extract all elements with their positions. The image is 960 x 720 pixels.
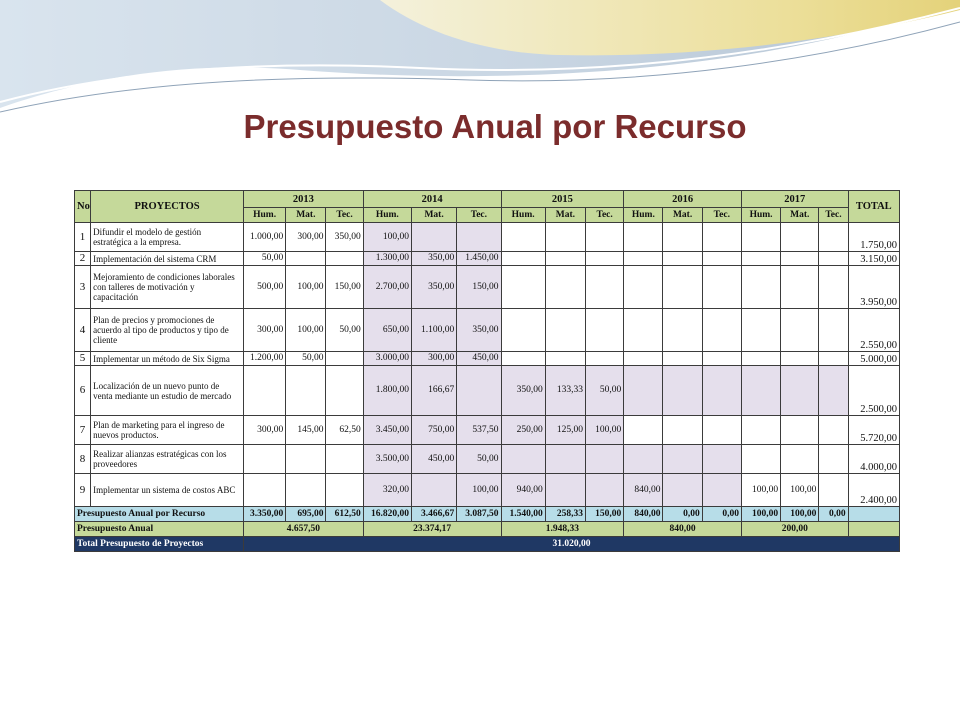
- budget-cell: [286, 366, 326, 416]
- budget-cell: [702, 474, 741, 507]
- decorative-wave-banner: [0, 0, 960, 120]
- recurso-summary-cell: 3.350,00: [243, 507, 285, 522]
- budget-cell: [286, 474, 326, 507]
- budget-cell: 100,00: [741, 474, 780, 507]
- budget-cell: [819, 266, 848, 309]
- budget-cell: 350,00: [326, 223, 363, 252]
- table-row: [75, 416, 900, 445]
- budget-cell: 133,33: [545, 366, 585, 416]
- budget-cell: [663, 366, 702, 416]
- recurso-summary-cell: 3.466,67: [411, 507, 456, 522]
- project-name: Plan de marketing para el ingreso de nuevos productos.: [91, 416, 244, 445]
- budget-cell: [545, 252, 585, 266]
- budget-cell: 3.500,00: [363, 445, 411, 474]
- project-name: Implementar un método de Six Sigma: [91, 352, 244, 366]
- budget-cell: [781, 352, 819, 366]
- grand-total-value: 31.020,00: [243, 537, 899, 552]
- budget-cell: [286, 252, 326, 266]
- subheader-tec-2016: Tec.: [702, 208, 741, 223]
- subheader-hum-2017: Hum.: [741, 208, 780, 223]
- row-number: 1: [75, 223, 91, 252]
- recurso-summary-row: [75, 507, 900, 522]
- subheader-mat-2014: Mat.: [411, 208, 456, 223]
- budget-cell: 50,00: [243, 252, 285, 266]
- budget-cell: [586, 252, 624, 266]
- budget-cell: [702, 223, 741, 252]
- table-row: [75, 266, 900, 309]
- subheader-tec-2014: Tec.: [457, 208, 501, 223]
- budget-cell: [624, 352, 663, 366]
- budget-cell: [501, 252, 545, 266]
- budget-cell: [326, 252, 363, 266]
- budget-cell: [741, 252, 780, 266]
- budget-cell: [741, 416, 780, 445]
- budget-cell: 300,00: [243, 416, 285, 445]
- budget-cell: [702, 309, 741, 352]
- header-year-2014: 2014: [363, 191, 501, 208]
- budget-cell: 300,00: [411, 352, 456, 366]
- budget-cell: [586, 352, 624, 366]
- budget-cell: 320,00: [363, 474, 411, 507]
- subheader-hum-2015: Hum.: [501, 208, 545, 223]
- budget-cell: [741, 366, 780, 416]
- budget-cell: [545, 474, 585, 507]
- budget-cell: [586, 445, 624, 474]
- table-row: [75, 309, 900, 352]
- subheader-mat-2016: Mat.: [663, 208, 702, 223]
- row-number: 7: [75, 416, 91, 445]
- budget-cell: [741, 352, 780, 366]
- row-total: 3.150,00: [848, 252, 899, 266]
- budget-cell: 166,67: [411, 366, 456, 416]
- table-row: [75, 445, 900, 474]
- budget-cell: [586, 266, 624, 309]
- budget-cell: [663, 266, 702, 309]
- budget-cell: [586, 309, 624, 352]
- project-name: Implementar un sistema de costos ABC: [91, 474, 244, 507]
- budget-cell: 300,00: [286, 223, 326, 252]
- budget-cell: [286, 445, 326, 474]
- recurso-summary-cell: 0,00: [819, 507, 848, 522]
- subheader-mat-2013: Mat.: [286, 208, 326, 223]
- budget-cell: 100,00: [286, 266, 326, 309]
- budget-cell: [819, 366, 848, 416]
- budget-cell: [702, 366, 741, 416]
- budget-cell: [411, 223, 456, 252]
- budget-cell: [781, 223, 819, 252]
- budget-cell: [819, 445, 848, 474]
- subheader-tec-2015: Tec.: [586, 208, 624, 223]
- budget-cell: [702, 252, 741, 266]
- budget-table: [74, 190, 900, 552]
- header-proyectos: PROYECTOS: [91, 191, 244, 223]
- annual-summary-value: 840,00: [624, 522, 742, 537]
- budget-cell: [501, 223, 545, 252]
- budget-cell: 3.000,00: [363, 352, 411, 366]
- budget-cell: 350,00: [411, 266, 456, 309]
- budget-cell: [663, 223, 702, 252]
- budget-cell: 350,00: [501, 366, 545, 416]
- header-no: No: [75, 191, 91, 223]
- grand-total-row: [75, 537, 900, 552]
- budget-cell: [781, 266, 819, 309]
- budget-cell: 750,00: [411, 416, 456, 445]
- table-row: [75, 474, 900, 507]
- subheader-mat-2017: Mat.: [781, 208, 819, 223]
- budget-cell: [326, 352, 363, 366]
- budget-cell: 125,00: [545, 416, 585, 445]
- budget-cell: [702, 445, 741, 474]
- budget-cell: [741, 445, 780, 474]
- table-row: [75, 352, 900, 366]
- row-number: 4: [75, 309, 91, 352]
- budget-cell: [501, 309, 545, 352]
- budget-cell: [624, 266, 663, 309]
- budget-cell: 537,50: [457, 416, 501, 445]
- annual-summary-value: 4.657,50: [243, 522, 363, 537]
- recurso-summary-total-empty: [848, 507, 899, 522]
- row-total: 2.500,00: [848, 366, 899, 416]
- budget-cell: [624, 252, 663, 266]
- budget-cell: [624, 445, 663, 474]
- budget-cell: [545, 352, 585, 366]
- annual-summary-total-empty: [848, 522, 899, 537]
- budget-cell: [624, 223, 663, 252]
- budget-cell: [624, 309, 663, 352]
- recurso-summary-cell: 258,33: [545, 507, 585, 522]
- budget-cell: 450,00: [457, 352, 501, 366]
- header-year-2017: 2017: [741, 191, 848, 208]
- budget-cell: [624, 416, 663, 445]
- budget-cell: 100,00: [363, 223, 411, 252]
- budget-cell: [501, 352, 545, 366]
- subheader-hum-2016: Hum.: [624, 208, 663, 223]
- row-number: 9: [75, 474, 91, 507]
- annual-summary-value: 200,00: [741, 522, 848, 537]
- budget-cell: [545, 223, 585, 252]
- header-year-2015: 2015: [501, 191, 624, 208]
- project-name: Plan de precios y promociones de acuerdo al tipo de productos y tipo de cliente: [91, 309, 244, 352]
- project-name: Implementación del sistema CRM: [91, 252, 244, 266]
- recurso-summary-cell: 100,00: [781, 507, 819, 522]
- budget-cell: [586, 474, 624, 507]
- subheader-tec-2013: Tec.: [326, 208, 363, 223]
- row-total: 2.400,00: [848, 474, 899, 507]
- budget-cell: 1.800,00: [363, 366, 411, 416]
- budget-cell: 100,00: [457, 474, 501, 507]
- project-name: Difundir el modelo de gestión estratégica a la empresa.: [91, 223, 244, 252]
- budget-cell: 2.700,00: [363, 266, 411, 309]
- budget-cell: 1.200,00: [243, 352, 285, 366]
- budget-cell: 1.300,00: [363, 252, 411, 266]
- budget-cell: [781, 252, 819, 266]
- recurso-summary-cell: 695,00: [286, 507, 326, 522]
- budget-cell: 450,00: [411, 445, 456, 474]
- subheader-hum-2014: Hum.: [363, 208, 411, 223]
- header-total: TOTAL: [848, 191, 899, 223]
- recurso-summary-cell: 16.820,00: [363, 507, 411, 522]
- annual-summary-row: [75, 522, 900, 537]
- budget-cell: 145,00: [286, 416, 326, 445]
- project-name: Localización de un nuevo punto de venta mediante un estudio de mercado: [91, 366, 244, 416]
- budget-cell: 350,00: [457, 309, 501, 352]
- budget-cell: [741, 223, 780, 252]
- budget-cell: [741, 266, 780, 309]
- header-year-2013: 2013: [243, 191, 363, 208]
- budget-cell: [326, 474, 363, 507]
- budget-cell: 350,00: [411, 252, 456, 266]
- budget-cell: 100,00: [286, 309, 326, 352]
- budget-cell: [501, 266, 545, 309]
- row-number: 8: [75, 445, 91, 474]
- project-name: Mejoramiento de condiciones laborales con talleres de motivación y capacitación: [91, 266, 244, 309]
- budget-cell: [781, 445, 819, 474]
- budget-cell: [545, 266, 585, 309]
- recurso-summary-cell: 0,00: [663, 507, 702, 522]
- budget-cell: [819, 223, 848, 252]
- budget-cell: 500,00: [243, 266, 285, 309]
- row-total: 1.750,00: [848, 223, 899, 252]
- budget-cell: [663, 252, 702, 266]
- budget-cell: 50,00: [457, 445, 501, 474]
- budget-cell: 62,50: [326, 416, 363, 445]
- row-total: 2.550,00: [848, 309, 899, 352]
- slide-title: Presupuesto Anual por Recurso: [243, 108, 747, 145]
- budget-cell: 50,00: [286, 352, 326, 366]
- budget-cell: [819, 252, 848, 266]
- budget-cell: [663, 309, 702, 352]
- budget-cell: [781, 416, 819, 445]
- budget-cell: [457, 223, 501, 252]
- budget-cell: [411, 474, 456, 507]
- budget-cell: 1.450,00: [457, 252, 501, 266]
- budget-cell: 1.000,00: [243, 223, 285, 252]
- table-row: [75, 366, 900, 416]
- row-total: 5.720,00: [848, 416, 899, 445]
- budget-cell: [663, 474, 702, 507]
- recurso-summary-cell: 0,00: [702, 507, 741, 522]
- budget-cell: 150,00: [326, 266, 363, 309]
- row-number: 5: [75, 352, 91, 366]
- budget-cell: [741, 309, 780, 352]
- budget-cell: [624, 366, 663, 416]
- budget-cell: [781, 366, 819, 416]
- grand-total-label: Total Presupuesto de Proyectos: [75, 537, 244, 552]
- budget-cell: [663, 445, 702, 474]
- budget-cell: [663, 352, 702, 366]
- budget-cell: [819, 416, 848, 445]
- budget-cell: 840,00: [624, 474, 663, 507]
- budget-cell: [819, 352, 848, 366]
- row-total: 4.000,00: [848, 445, 899, 474]
- header-year-2016: 2016: [624, 191, 742, 208]
- row-number: 2: [75, 252, 91, 266]
- budget-cell: [702, 266, 741, 309]
- annual-summary-label: Presupuesto Anual: [75, 522, 244, 537]
- annual-summary-value: 1.948,33: [501, 522, 624, 537]
- row-number: 3: [75, 266, 91, 309]
- budget-cell: [326, 366, 363, 416]
- budget-cell: [819, 309, 848, 352]
- budget-cell: 1.100,00: [411, 309, 456, 352]
- project-name: Realizar alianzas estratégicas con los proveedores: [91, 445, 244, 474]
- recurso-summary-label: Presupuesto Anual por Recurso: [75, 507, 244, 522]
- budget-cell: [545, 309, 585, 352]
- annual-summary-value: 23.374,17: [363, 522, 501, 537]
- subheader-mat-2015: Mat.: [545, 208, 585, 223]
- budget-cell: 100,00: [781, 474, 819, 507]
- recurso-summary-cell: 150,00: [586, 507, 624, 522]
- budget-cell: [545, 445, 585, 474]
- budget-cell: [702, 352, 741, 366]
- budget-cell: 50,00: [326, 309, 363, 352]
- budget-cell: 100,00: [586, 416, 624, 445]
- budget-cell: 650,00: [363, 309, 411, 352]
- subheader-tec-2017: Tec.: [819, 208, 848, 223]
- recurso-summary-cell: 840,00: [624, 507, 663, 522]
- budget-cell: 150,00: [457, 266, 501, 309]
- row-total: 5.000,00: [848, 352, 899, 366]
- table-row: [75, 252, 900, 266]
- budget-cell: [501, 445, 545, 474]
- budget-cell: [702, 416, 741, 445]
- table-row: [75, 223, 900, 252]
- budget-cell: 250,00: [501, 416, 545, 445]
- budget-cell: [457, 366, 501, 416]
- budget-cell: [663, 416, 702, 445]
- row-number: 6: [75, 366, 91, 416]
- recurso-summary-cell: 1.540,00: [501, 507, 545, 522]
- budget-cell: 940,00: [501, 474, 545, 507]
- recurso-summary-cell: 612,50: [326, 507, 363, 522]
- budget-cell: [326, 445, 363, 474]
- subheader-hum-2013: Hum.: [243, 208, 285, 223]
- budget-cell: [781, 309, 819, 352]
- row-total: 3.950,00: [848, 266, 899, 309]
- budget-cell: [243, 474, 285, 507]
- budget-cell: [243, 366, 285, 416]
- budget-cell: 300,00: [243, 309, 285, 352]
- budget-cell: 50,00: [586, 366, 624, 416]
- recurso-summary-cell: 3.087,50: [457, 507, 501, 522]
- budget-cell: [586, 223, 624, 252]
- recurso-summary-cell: 100,00: [741, 507, 780, 522]
- budget-table-container: [74, 190, 900, 552]
- budget-cell: [819, 474, 848, 507]
- budget-cell: 3.450,00: [363, 416, 411, 445]
- budget-cell: [243, 445, 285, 474]
